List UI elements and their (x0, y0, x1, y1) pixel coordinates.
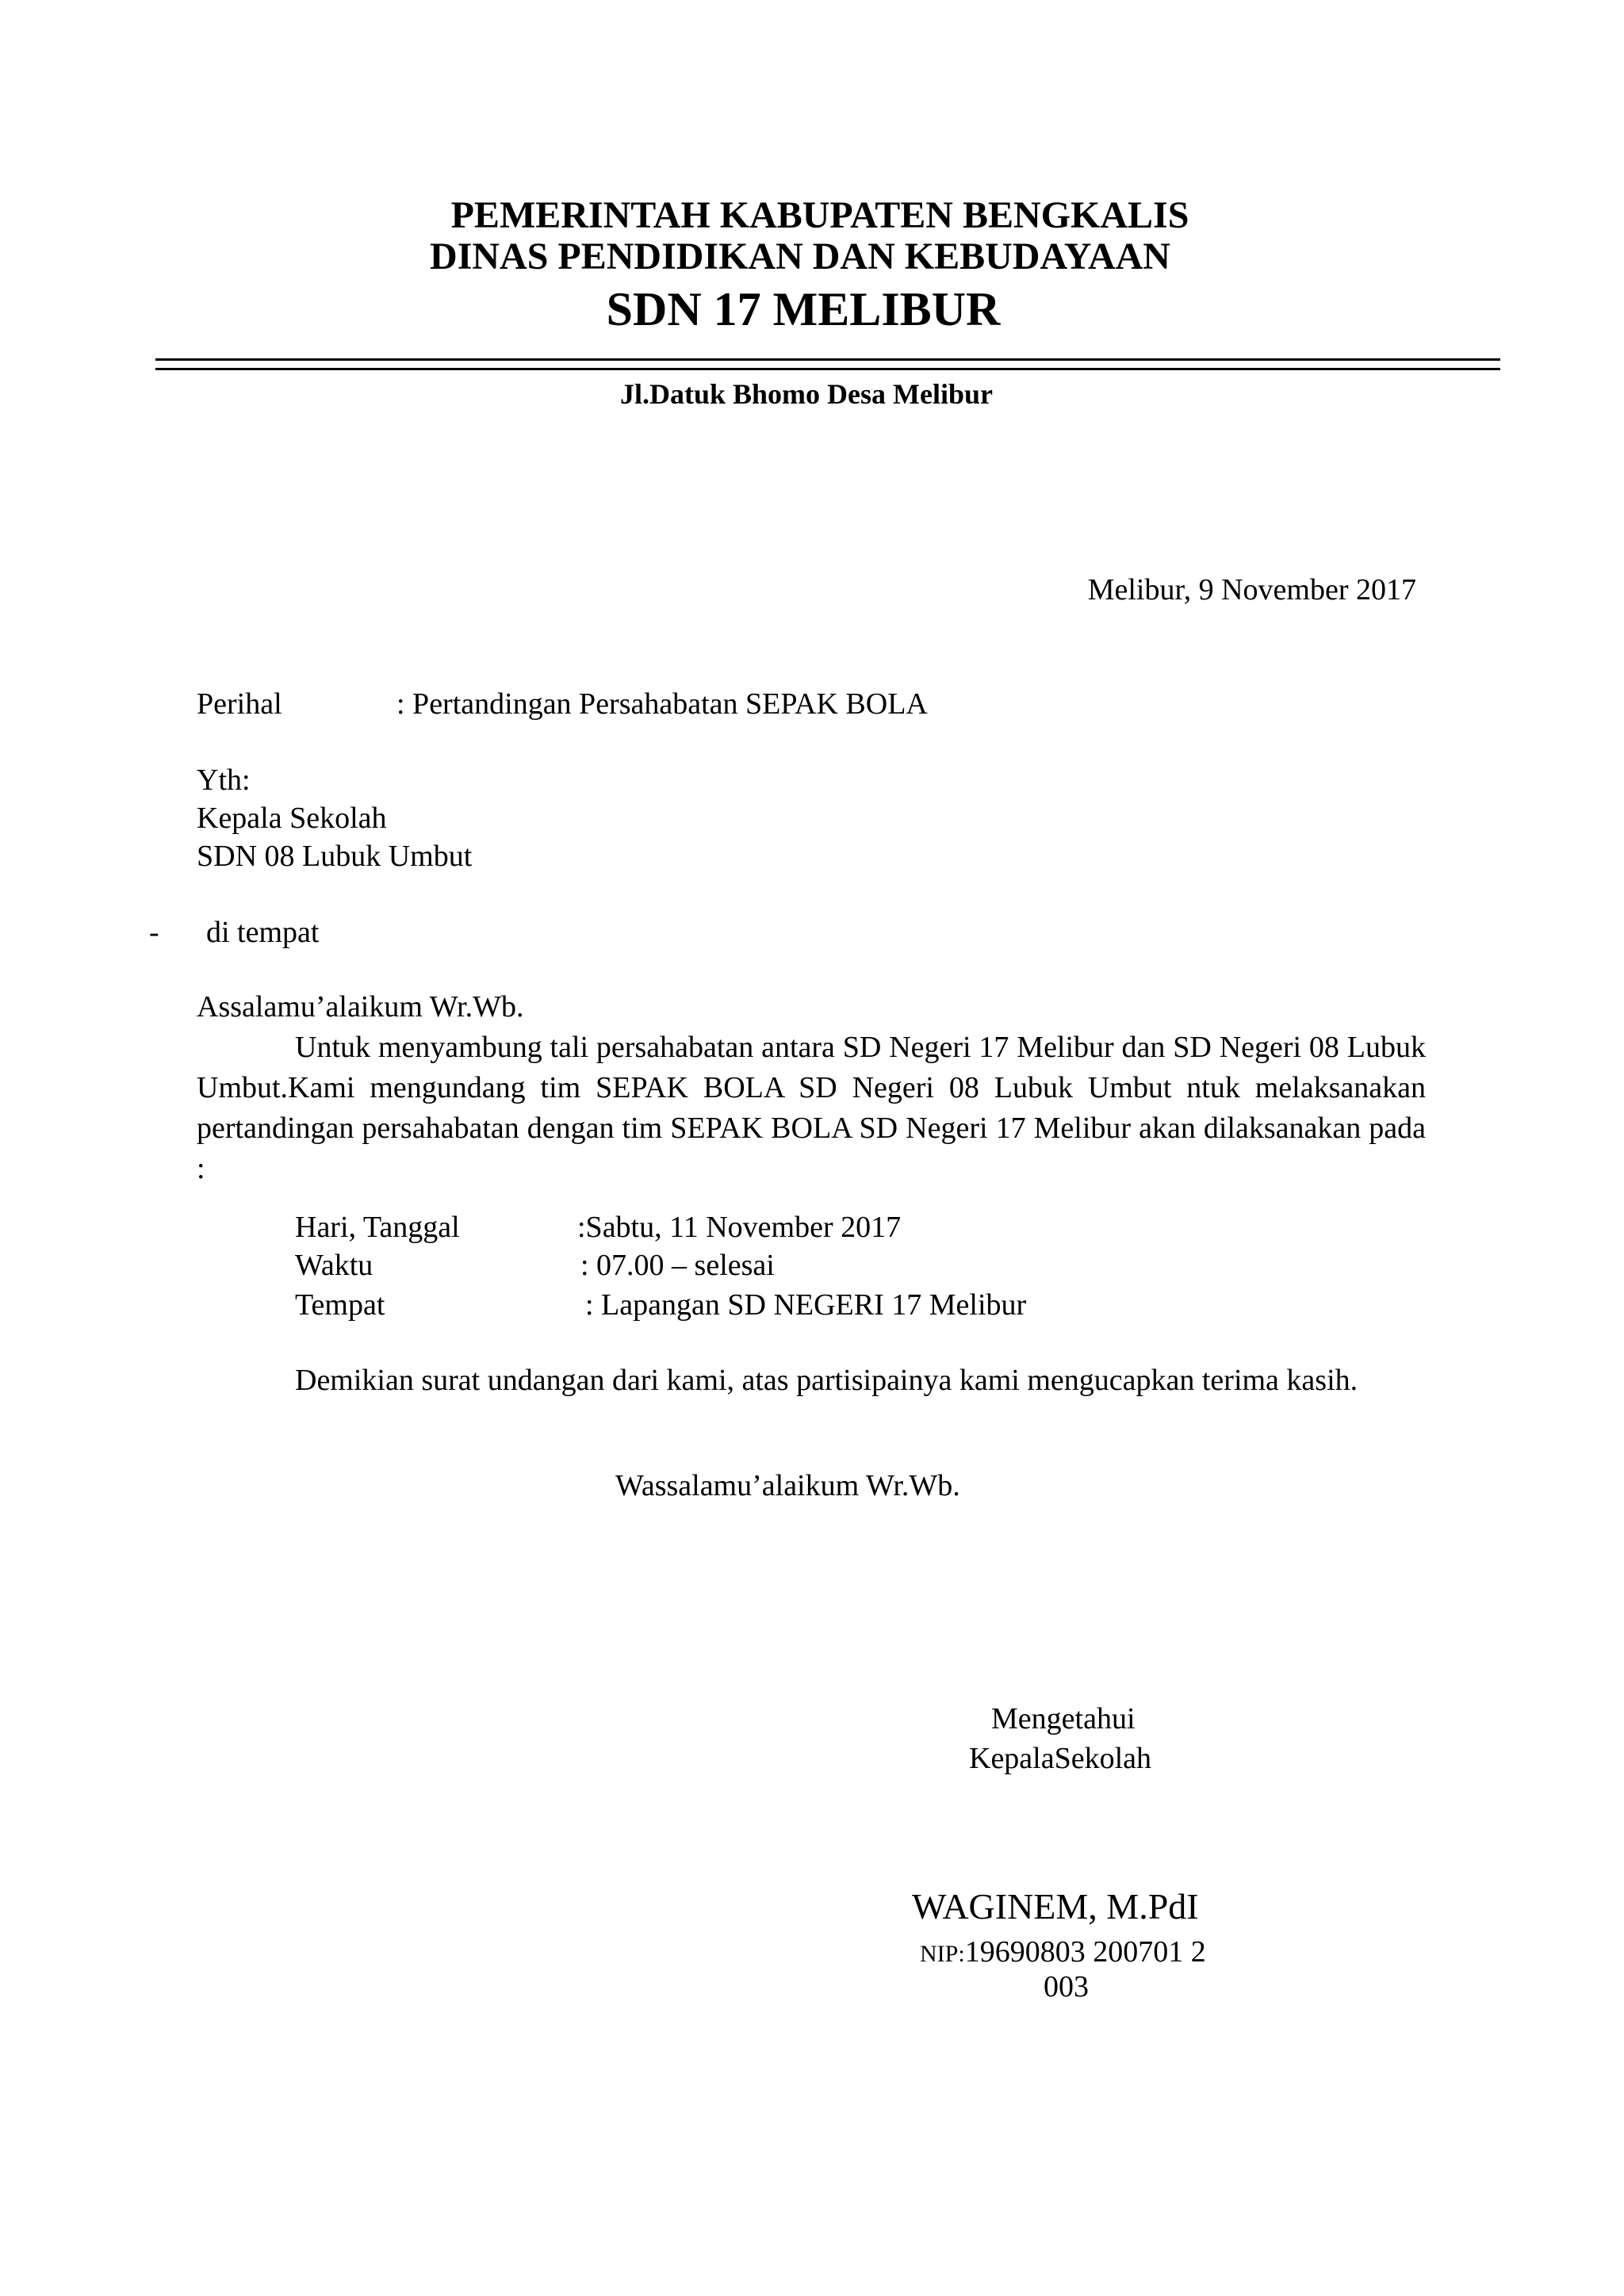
signatory-nip (920, 1934, 1206, 1969)
recipient-bullet: - (149, 916, 159, 949)
closing-greeting: Wassalamu’alaikum Wr.Wb. (615, 1469, 960, 1502)
recipient-title: Kepala Sekolah (197, 802, 387, 835)
letterhead-rule-bottom (155, 368, 1500, 370)
signatory-nip-continued: 003 (1044, 1970, 1089, 2003)
recipient-school: SDN 08 Lubuk Umbut (197, 840, 473, 873)
signature-acknowledge: Mengetahui (991, 1702, 1136, 1735)
letterhead-address: Jl.Datuk Bhomo Desa Melibur (619, 378, 994, 410)
letter-date: Melibur, 9 November 2017 (1087, 573, 1416, 607)
paragraph-2-text: Demikian surat undangan dari kami, atas partisipainya kami mengucapkan terima kasih. (295, 1364, 1358, 1397)
detail-value-time: : 07.00 – selesai (580, 1249, 775, 1282)
subject-label: Perihal (197, 687, 282, 721)
body-paragraph-2 (197, 1360, 1426, 1401)
detail-value-place: : Lapangan SD NEGERI 17 Melibur (585, 1288, 1027, 1322)
paragraph-1-text: Untuk menyambung tali persahabatan antara SD Negeri 17 Melibur dan SD Negeri 08 Lubuk Umbut.Kami mengundang tim SEPAK BOLA SD Negeri 08 Lubuk Umbut ntuk melaksanakan pertandingan persahabatan dengan tim SEPAK BOLA SD Negeri 17 Melibur akan dilaksanakan pada : (197, 1031, 1426, 1185)
detail-label-place: Tempat (295, 1288, 385, 1322)
greeting: Assalamu’alaikum Wr.Wb. (197, 990, 524, 1024)
recipient-salutation: Yth: (197, 763, 251, 797)
recipient-place: di tempat (206, 916, 320, 949)
letterhead-government: PEMERINTAH KABUPATEN BENGKALIS (450, 194, 1189, 236)
detail-value-date: :Sabtu, 11 November 2017 (577, 1211, 902, 1244)
signature-title: KepalaSekolah (969, 1742, 1152, 1775)
letterhead-rule-top (155, 358, 1500, 361)
detail-label-time: Waktu (295, 1249, 373, 1282)
nip-label: NIP: (920, 1941, 965, 1967)
detail-label-date: Hari, Tanggal (295, 1211, 460, 1244)
letterhead-school: SDN 17 MELIBUR (606, 283, 1001, 335)
body-paragraph-1 (197, 1027, 1426, 1189)
nip-value: 19690803 200701 2 (964, 1935, 1206, 1969)
signatory-name: WAGINEM, M.PdI (912, 1886, 1199, 1927)
letterhead-department: DINAS PENDIDIKAN DAN KEBUDAYAAN (430, 235, 1170, 277)
subject-value: : Pertandingan Persahabatan SEPAK BOLA (396, 687, 928, 721)
